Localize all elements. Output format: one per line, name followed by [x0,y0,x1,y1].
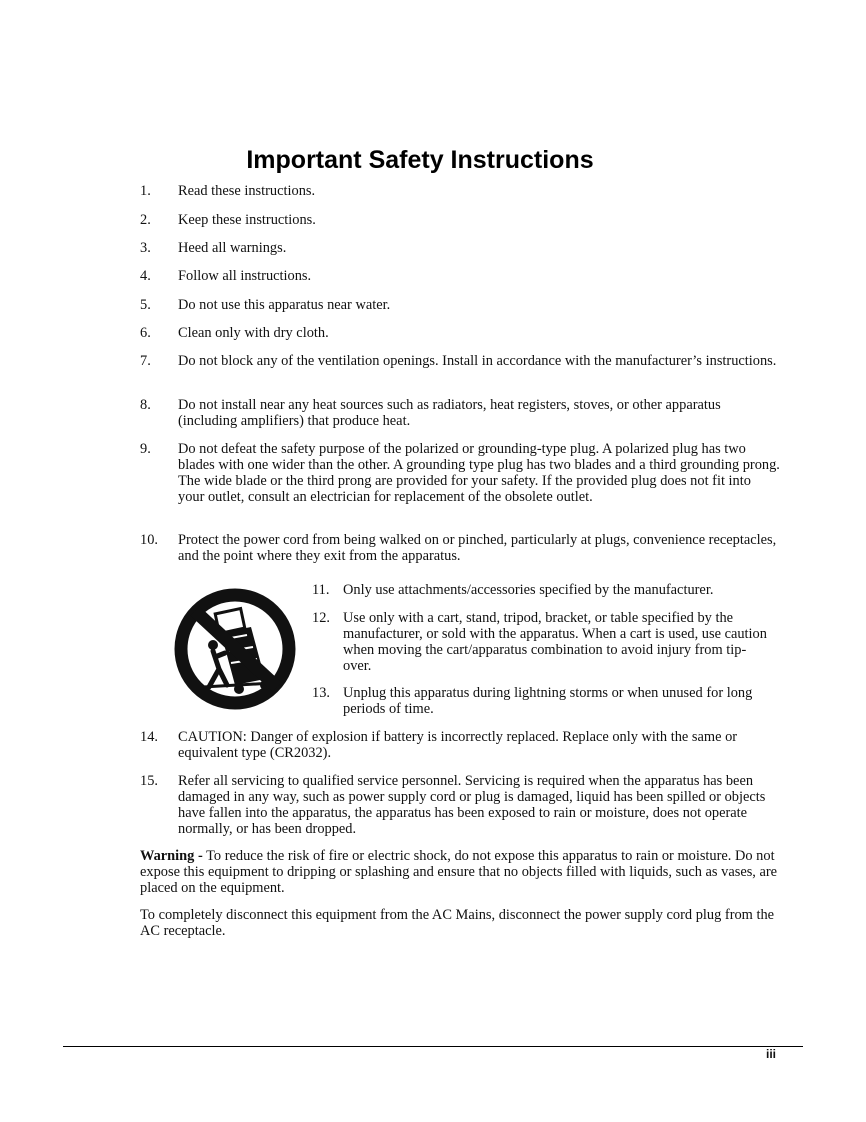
item-number: 9. [140,441,151,457]
list-item [312,582,772,598]
page-title: Important Safety Instructions [246,146,594,174]
list-item [140,240,780,256]
item-text: Read these instructions. [178,183,316,199]
item-text: Protect the power cord from being walked on or pinched, particularly at plugs, convenience receptacles, and the point where they exit from the apparatus. [178,532,777,564]
item-text: Follow all instructions. [178,268,312,284]
item-text: Heed all warnings. [178,240,287,256]
item-number: 8. [140,397,151,413]
item-number: 6. [140,325,151,341]
item-text: Do not install near any heat sources such as radiators, heat registers, stoves, or other apparatus (including amplifiers) that produce heat. [178,397,721,429]
page-number: iii [766,1047,777,1061]
list-item [140,397,780,429]
list-item [140,773,780,837]
list-item [140,441,780,505]
item-text: Refer all servicing to qualified service personnel. Servicing is required when the apparatus has been damaged in any way, such as power supply cord or plug is damaged, liquid has been spilled or objects have fallen into the apparatus, the apparatus has been exposed to rain or moisture, does not operate normally, or has been dropped. [178,773,766,837]
footer-divider [63,1046,803,1047]
item-number: 15. [140,773,158,789]
list-item [140,729,780,761]
warning-text: To reduce the risk of fire or electric shock, do not expose this apparatus to rain or moisture. Do not expose this equipment to dripping or splashing and ensure that no objects filled with liquids, such as vases, are placed on the equipment. [140,848,778,896]
item-number: 1. [140,183,151,199]
item-text: Use only with a cart, stand, tripod, bracket, or table specified by the manufacturer, or sold with the apparatus. When a cart is used, use caution when moving the cart/apparatus combination to avoid injury from tip-over. [343,610,767,674]
list-item [140,212,780,228]
item-number: 10. [140,532,158,548]
item-number: 5. [140,297,151,313]
disconnect-paragraph: To completely disconnect this equipment from the AC Mains, disconnect the power supply cord plug from the AC receptacle. [140,907,775,939]
list-item [140,353,780,369]
item-text: Do not block any of the ventilation openings. Install in accordance with the manufacturer’s instructions. [178,353,777,369]
item-text: Unplug this apparatus during lightning storms or when unused for long periods of time. [343,685,753,717]
list-item [140,268,780,284]
item-number: 12. [312,610,330,626]
item-number: 4. [140,268,151,284]
list-item [140,183,780,199]
item-number: 7. [140,353,151,369]
item-number: 2. [140,212,151,228]
list-item [140,532,780,564]
item-text: Keep these instructions. [178,212,316,228]
list-item [312,685,772,717]
warning-label: Warning - [140,848,203,864]
warning-paragraph [140,848,780,896]
item-number: 13. [312,685,330,701]
item-text: Do not use this apparatus near water. [178,297,391,313]
item-text: Do not defeat the safety purpose of the polarized or grounding-type plug. A polarized plug has two blades with one wider than the other. A grounding type plug has two blades and a third grounding prong. The wide blade or the third prong are provided for your safety. If the provided plug does not fit into your outlet, consult an electrician for replacement of the obsolete outlet. [178,441,780,505]
item-text: Clean only with dry cloth. [178,325,329,341]
item-number: 11. [312,582,330,598]
list-item [312,610,772,674]
list-item [140,297,780,313]
item-text: CAUTION: Danger of explosion if battery is incorrectly replaced. Replace only with the same or equivalent type (CR2032). [178,729,738,761]
list-item [140,325,780,341]
item-number: 3. [140,240,151,256]
item-text: Only use attachments/accessories specified by the manufacturer. [343,582,714,598]
item-number: 14. [140,729,158,745]
